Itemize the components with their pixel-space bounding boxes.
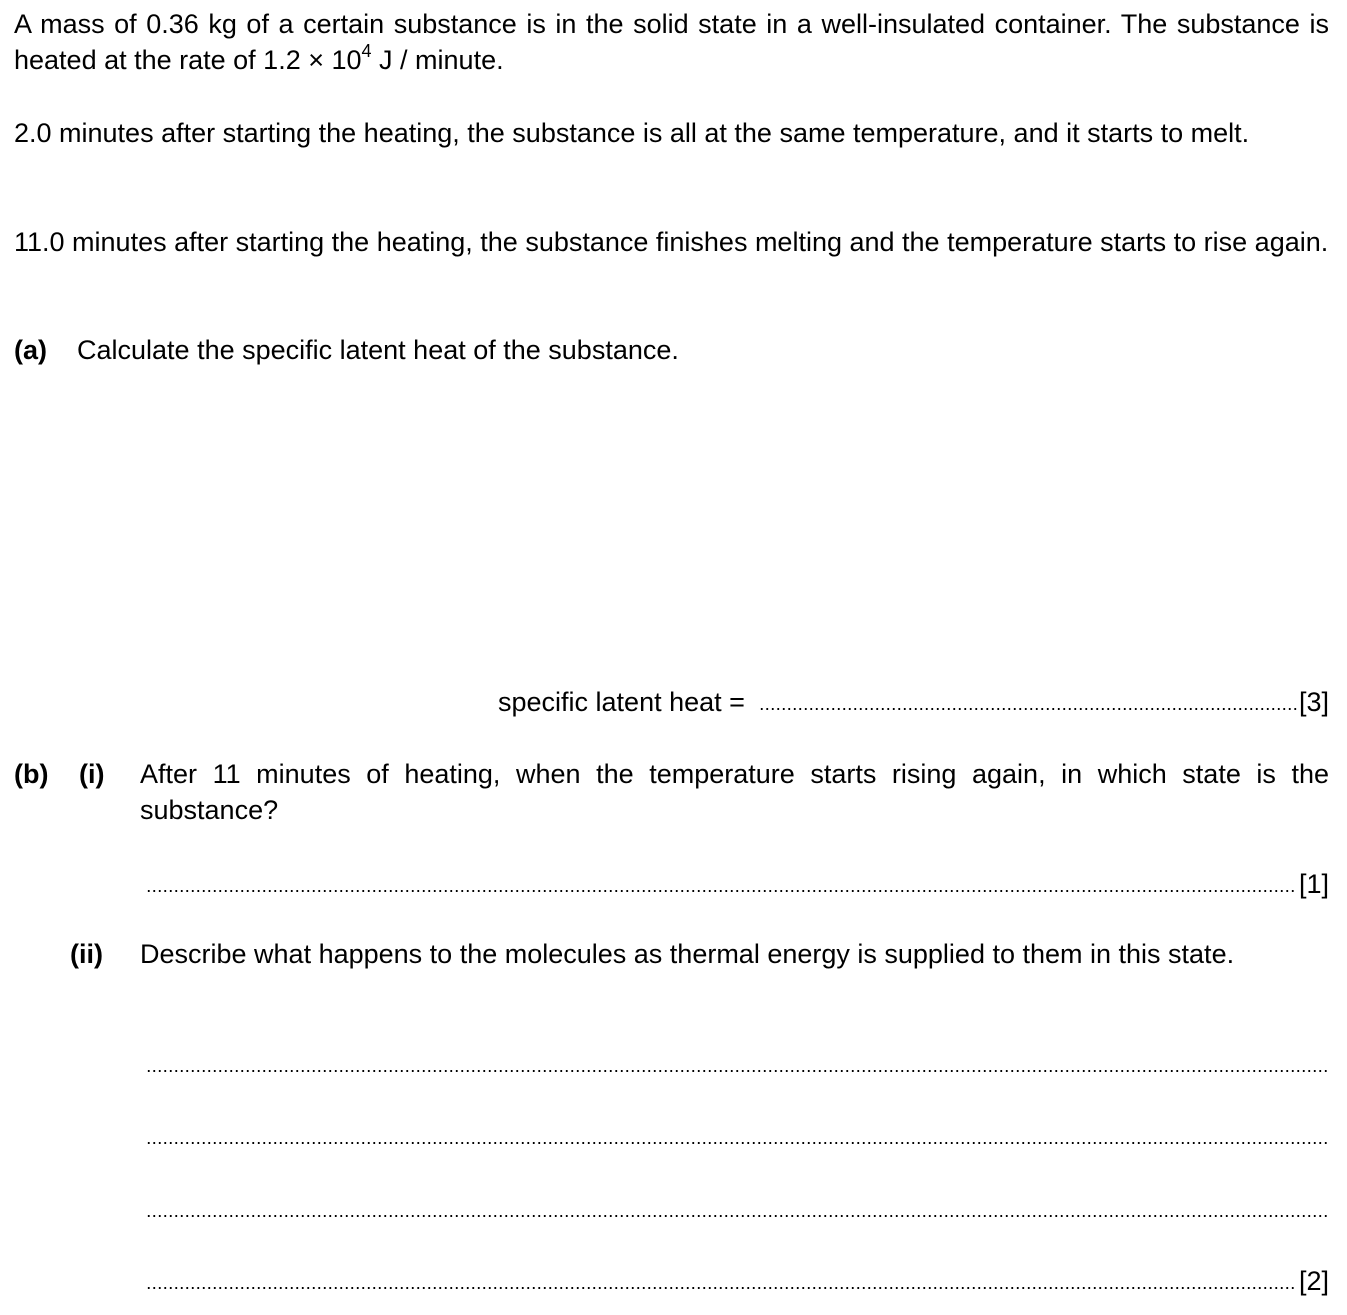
part-a-answer-line[interactable]	[759, 707, 1297, 711]
part-b-ii-answer-line-4[interactable]	[146, 1286, 1297, 1290]
part-b-label: (b)	[14, 759, 49, 789]
intro-text-after-exponent: J / minute.	[371, 45, 504, 75]
part-b-i-marks: [1]	[1298, 869, 1329, 899]
part-b-ii-answer-row-3	[146, 1191, 1329, 1227]
part-b-i-question: After 11 minutes of heating, when the temperature starts rising again, in which state is the substance?	[140, 759, 1329, 825]
part-b-ii-question: Describe what happens to the molecules as thermal energy is supplied to them in this state.	[140, 939, 1235, 969]
part-b-i-answer-row	[146, 866, 1329, 902]
intro-text-before-exponent: A mass of 0.36 kg of a certain substance is in the solid state in a well-insulated container. The substance is heated at the rate of 1.2 × 10	[14, 9, 1329, 75]
part-b-ii-answer-row-2	[146, 1118, 1329, 1154]
part-a-marks: [3]	[1298, 687, 1329, 717]
intro-paragraph-2: 2.0 minutes after starting the heating, the substance is all at the same temperature, and it starts to melt.	[14, 118, 1250, 148]
part-b-ii-answer-line-3[interactable]	[146, 1214, 1329, 1218]
part-b-ii-answer-row-4	[146, 1263, 1329, 1299]
part-b-ii-marks: [2]	[1298, 1266, 1329, 1296]
intro-paragraph-1	[14, 6, 1329, 78]
part-b-i-answer-line[interactable]	[146, 889, 1297, 893]
part-a-answer-row	[498, 684, 1329, 720]
part-b-ii-answer-line-2[interactable]	[146, 1141, 1329, 1145]
part-a-answer-label: specific latent heat =	[498, 687, 745, 717]
part-a-label: (a)	[14, 335, 47, 365]
part-b-ii-answer-line-1[interactable]	[146, 1069, 1329, 1073]
part-b-ii-label: (ii)	[70, 939, 103, 969]
exponent: 4	[361, 41, 372, 61]
part-b-ii-answer-row-1	[146, 1046, 1329, 1082]
part-b-i-label: (i)	[79, 759, 105, 789]
part-a-question: Calculate the specific latent heat of the substance.	[77, 335, 679, 365]
intro-paragraph-3: 11.0 minutes after starting the heating, the substance finishes melting and the temperature starts to rise again.	[14, 227, 1329, 257]
